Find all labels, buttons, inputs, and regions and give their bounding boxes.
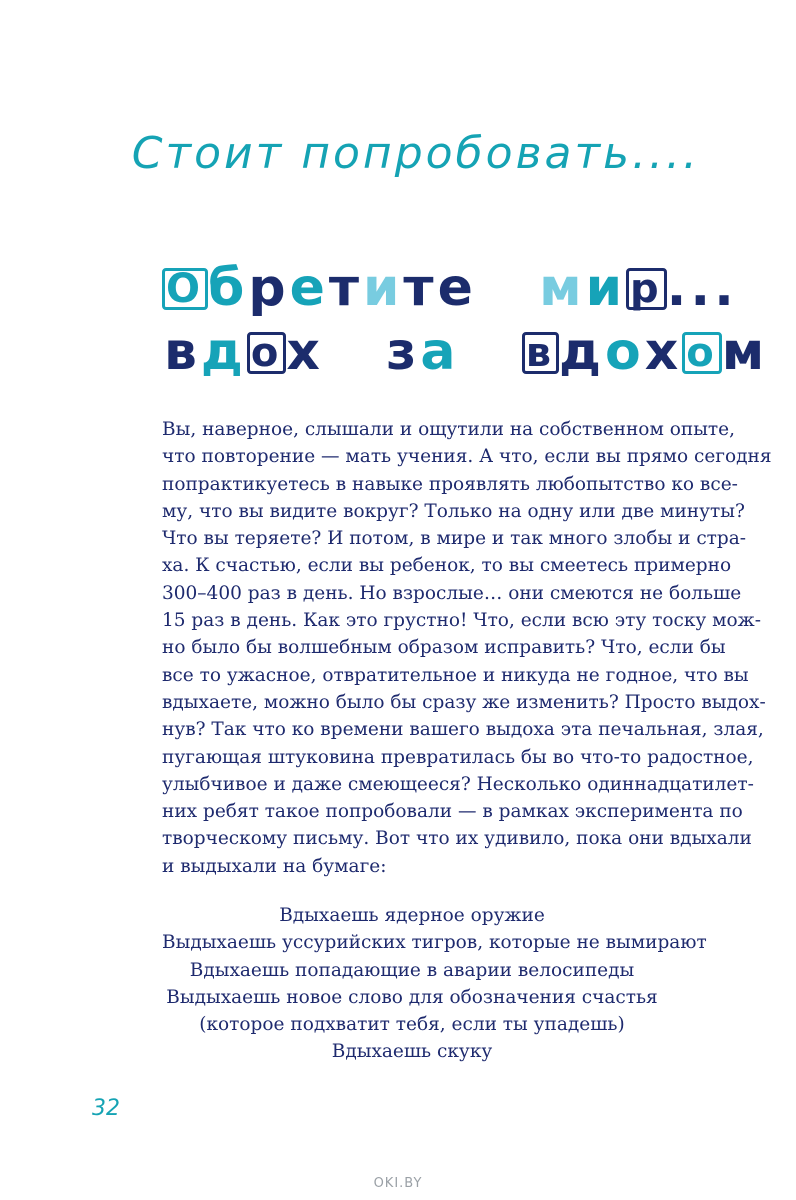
page-number: 32 (92, 1096, 120, 1121)
body-line: му, что вы видите вокруг? Только на одну или две минуты? (162, 500, 745, 522)
poem-line: Выдыхаешь уссурийских тигров, которые не вымирают (162, 932, 707, 954)
poem-line: Вдыхаешь попадающие в аварии велосипеды (189, 959, 635, 981)
title-letter: м (721, 322, 769, 382)
body-line: 300–400 раз в день. Но взрослые… они смеются не больше (162, 582, 742, 604)
poem-block (162, 902, 707, 1066)
title-letter: о (247, 332, 286, 374)
poem-line: Вдыхаешь ядерное оружие (279, 905, 545, 926)
title-letter: о (605, 322, 645, 382)
chapter-title-line-1 (162, 258, 738, 318)
title-letter: д (200, 322, 247, 382)
body-line: пугающая штуковина превратилась бы во что-то радостное, (162, 746, 754, 768)
title-letter: м (539, 258, 586, 318)
title-letter: О (162, 268, 208, 310)
body-line: 15 раз в день. Как это грустно! Что, если всю эту тоску мож- (162, 610, 761, 632)
title-letter: д (559, 322, 605, 382)
title-letter: т (328, 258, 363, 318)
title-letter: и (362, 258, 404, 318)
title-letter: о (682, 332, 721, 374)
title-letter: з (386, 322, 421, 382)
body-line: вдыхаете, можно было бы сразу же изменить? Просто выдох- (162, 691, 766, 713)
title-letter: х (286, 322, 324, 382)
title-letter: е (437, 258, 477, 318)
body-paragraph (162, 416, 772, 880)
chapter-title-line-2 (164, 322, 769, 382)
body-line: ха. К счастью, если вы ребенок, то вы смеетесь примерно (162, 555, 732, 577)
title-letter: а (420, 322, 460, 382)
title-letter: р (248, 258, 290, 318)
watermark: OKI.BY (373, 1176, 423, 1191)
body-line: них ребят такое попробовали — в рамках эксперимента по (162, 801, 743, 823)
title-letter: и (585, 258, 627, 318)
body-line: и выдыхали на бумаге: (162, 855, 387, 877)
title-letter: х (644, 322, 683, 382)
body-line: Вы, наверное, слышали и ощутили на собственном опыте, (162, 419, 735, 440)
title-letter: в (164, 322, 201, 382)
body-line: что повторение — мать учения. А что, если вы прямо сегодня (162, 446, 772, 468)
title-letter: е (289, 258, 329, 318)
body-line: нув? Так что ко времени вашего выдоха эта печальная, злая, (162, 719, 764, 741)
poem-line: Вдыхаешь скуку (331, 1041, 493, 1063)
body-line: но было бы волшебным образом исправить? Что, если бы (162, 637, 726, 659)
body-line: творческому письму. Вот что их удивило, пока они вдыхали (162, 828, 752, 850)
body-line: попрактикуетесь в навыке проявлять любопытство ко все- (162, 473, 738, 495)
body-line: все то ужасное, отвратительное и никуда не годное, что вы (162, 664, 749, 686)
title-letter: р (626, 268, 667, 310)
title-letter: т (403, 258, 438, 318)
title-letter: в (522, 332, 559, 374)
body-line: Что вы теряете? И потом, в мире и так много злобы и стра- (162, 528, 747, 550)
title-letter: ... (666, 258, 738, 318)
title-letter: б (208, 258, 249, 318)
poem-line: (которое подхватит тебя, если ты упадешь) (199, 1014, 625, 1036)
poem-line: Выдыхаешь новое слово для обозначения счастья (166, 986, 658, 1008)
section-subtitle: Стоит попробовать.... (131, 128, 700, 179)
body-line: улыбчивое и даже смеющееся? Несколько одиннадцатилет- (162, 773, 754, 795)
